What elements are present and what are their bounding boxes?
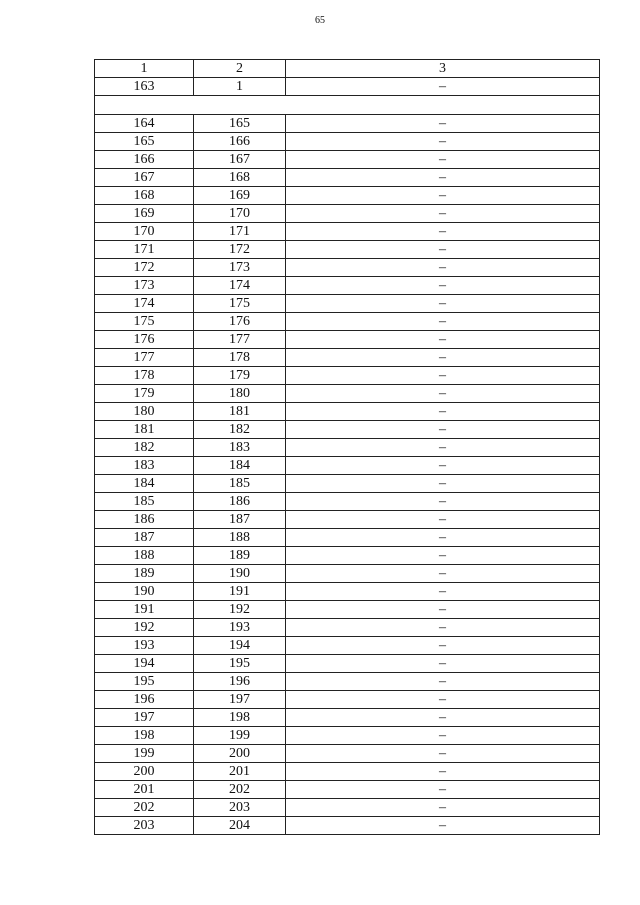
column-header-2: 2 [194,60,286,78]
table-row [95,655,600,673]
table-cell-col1: 175 [95,313,194,331]
table-cell-col1: 198 [95,727,194,745]
table-cell-col1: 173 [95,277,194,295]
table-cell-col3: – [286,673,600,691]
table-cell-col2: 200 [194,745,286,763]
table-cell-col1: 174 [95,295,194,313]
table-cell-col1: 187 [95,529,194,547]
table-row [95,745,600,763]
table-row [95,349,600,367]
table-body [95,60,600,835]
table-row [95,151,600,169]
table-cell-col1: 200 [95,763,194,781]
table-cell-col2: 182 [194,421,286,439]
table-row [95,385,600,403]
table-row [95,439,600,457]
table-cell-col1: 192 [95,619,194,637]
table-cell-col3: – [286,205,600,223]
table-row [95,241,600,259]
table-cell-col2: 185 [194,475,286,493]
table-row [95,223,600,241]
table-cell-col1: 202 [95,799,194,817]
table-cell-col2: 184 [194,457,286,475]
table-cell-col3: – [286,169,600,187]
table-cell-col2: 181 [194,403,286,421]
table-row [95,709,600,727]
table-cell-col1: 184 [95,475,194,493]
table-cell-col1: 183 [95,457,194,475]
data-table [94,59,600,835]
table-cell-col2: 171 [194,223,286,241]
table-cell-col3: – [286,223,600,241]
table-row [95,295,600,313]
table-cell-col2: 202 [194,781,286,799]
table-cell-col1: 168 [95,187,194,205]
table-cell-col3: – [286,529,600,547]
table-cell-col3: – [286,709,600,727]
table-cell-col3: – [286,241,600,259]
table-row [95,421,600,439]
table-cell-col2: 183 [194,439,286,457]
table-cell-col3: – [286,475,600,493]
table-cell-col3: – [286,385,600,403]
table-cell-col3: – [286,115,600,133]
table-cell-col2: 173 [194,259,286,277]
table-row [95,763,600,781]
table-row [95,565,600,583]
table-cell-col2: 203 [194,799,286,817]
table-cell-col3: – [286,403,600,421]
table-cell-col3: – [286,565,600,583]
table-cell-col3: – [286,601,600,619]
column-header-3: 3 [286,60,600,78]
table-cell-col2: 190 [194,565,286,583]
table-cell-col3: – [286,799,600,817]
table-cell-col1: 199 [95,745,194,763]
table-cell-col1: 166 [95,151,194,169]
table-cell-col3: – [286,331,600,349]
table-row [95,259,600,277]
table-row [95,583,600,601]
table-cell-col3: – [286,259,600,277]
table-cell-col1: 169 [95,205,194,223]
table-cell-col2: 197 [194,691,286,709]
table-cell-col3: – [286,187,600,205]
table-row [95,277,600,295]
table-cell-col2: 179 [194,367,286,385]
table-row [95,187,600,205]
table-cell-col2: 174 [194,277,286,295]
table-row [95,691,600,709]
table-cell-col1: 182 [95,439,194,457]
table-cell-col2: 1 [194,78,286,96]
table-cell-col3: – [286,313,600,331]
table-cell-col3: – [286,511,600,529]
table-cell-col2: 176 [194,313,286,331]
table-row [95,817,600,835]
table-cell-col3: – [286,583,600,601]
table-cell-col3: – [286,619,600,637]
table-cell-col3: – [286,745,600,763]
table-row [95,169,600,187]
table-cell-col3: – [286,457,600,475]
table-cell-col3: – [286,637,600,655]
table-cell-col2: 172 [194,241,286,259]
table-cell-col2: 193 [194,619,286,637]
page-number: 65 [315,15,325,26]
table-cell-col3: – [286,493,600,511]
table-cell-col2: 165 [194,115,286,133]
table-cell-col3: – [286,295,600,313]
table-row [95,529,600,547]
table-cell-col1: 180 [95,403,194,421]
table-cell-col2: 192 [194,601,286,619]
table-cell-col3: – [286,655,600,673]
table-cell-col3: – [286,78,600,96]
table-cell-col1: 189 [95,565,194,583]
table-cell-col2: 204 [194,817,286,835]
table-cell-col3: – [286,349,600,367]
table-row [95,205,600,223]
table-cell-col3: – [286,367,600,385]
table-row [95,511,600,529]
table-row [95,313,600,331]
table-cell-col3: – [286,817,600,835]
table-row [95,781,600,799]
table-cell-col2: 167 [194,151,286,169]
table-cell-col3: – [286,727,600,745]
table-cell-col1: 178 [95,367,194,385]
table-row [95,727,600,745]
table-row [95,547,600,565]
table-row [95,619,600,637]
table-cell-col3: – [286,421,600,439]
table-cell-col1: 197 [95,709,194,727]
table-cell-col3: – [286,691,600,709]
table-cell-col2: 169 [194,187,286,205]
table-cell-col2: 187 [194,511,286,529]
table-cell-col1: 196 [95,691,194,709]
table-cell-col2: 177 [194,331,286,349]
table-row-first [95,78,600,96]
table-cell-col1: 190 [95,583,194,601]
table-cell-col1: 203 [95,817,194,835]
table-cell-col1: 163 [95,78,194,96]
table-cell-col2: 199 [194,727,286,745]
table-cell-col2: 170 [194,205,286,223]
table-cell-col1: 176 [95,331,194,349]
table-cell-col2: 196 [194,673,286,691]
table-cell-col1: 193 [95,637,194,655]
table-cell-col1: 186 [95,511,194,529]
table-cell-col2: 175 [194,295,286,313]
table-cell-col1: 164 [95,115,194,133]
table-cell-col1: 172 [95,259,194,277]
table-header-row [95,60,600,78]
table-spacer-row [95,96,600,115]
table-cell-col1: 188 [95,547,194,565]
table-cell-col2: 180 [194,385,286,403]
table-row [95,493,600,511]
table-cell-col2: 198 [194,709,286,727]
table-cell-col1: 179 [95,385,194,403]
table-cell-col1: 165 [95,133,194,151]
table-cell-col3: – [286,133,600,151]
table-cell-col1: 185 [95,493,194,511]
table-row [95,133,600,151]
table-row [95,475,600,493]
table-cell-col3: – [286,151,600,169]
table-cell-col2: 166 [194,133,286,151]
table-row [95,799,600,817]
table-row [95,673,600,691]
table-cell-col1: 201 [95,781,194,799]
table-row [95,637,600,655]
table-cell-col1: 191 [95,601,194,619]
table-cell-col2: 201 [194,763,286,781]
table-row [95,457,600,475]
table-row [95,403,600,421]
table-cell-col1: 171 [95,241,194,259]
table-cell-col2: 194 [194,637,286,655]
table-cell-col2: 195 [194,655,286,673]
table-cell-col3: – [286,439,600,457]
table-cell-col3: – [286,763,600,781]
table-cell-col2: 189 [194,547,286,565]
table-cell-col3: – [286,277,600,295]
table-spacer-cell [95,96,600,115]
table-cell-col2: 191 [194,583,286,601]
table-cell-col1: 181 [95,421,194,439]
table-cell-col2: 188 [194,529,286,547]
table-cell-col1: 170 [95,223,194,241]
table-cell-col1: 167 [95,169,194,187]
table-cell-col2: 168 [194,169,286,187]
table-row [95,331,600,349]
table-row [95,367,600,385]
table-cell-col1: 194 [95,655,194,673]
column-header-1: 1 [95,60,194,78]
table-cell-col1: 177 [95,349,194,367]
table-cell-col3: – [286,781,600,799]
table-cell-col2: 186 [194,493,286,511]
table-cell-col1: 195 [95,673,194,691]
table-cell-col2: 178 [194,349,286,367]
table-row [95,115,600,133]
table-cell-col3: – [286,547,600,565]
table-row [95,601,600,619]
